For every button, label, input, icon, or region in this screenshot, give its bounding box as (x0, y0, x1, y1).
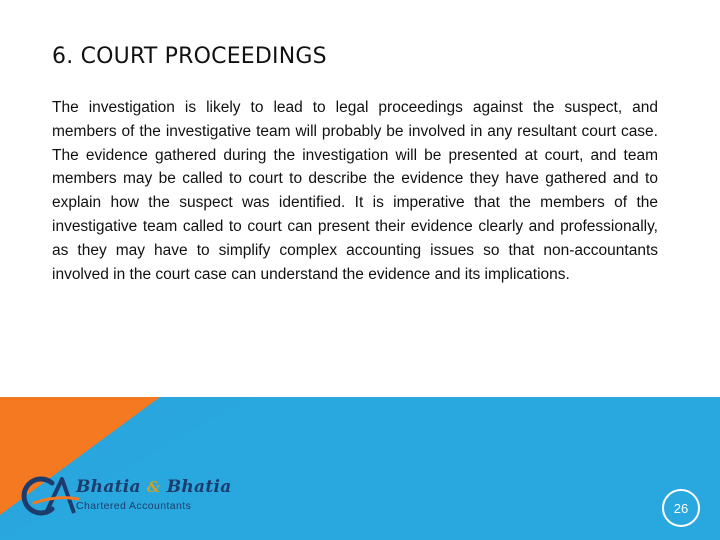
brand-name-left: Bhatia (76, 477, 141, 497)
brand-name-right: Bhatia (166, 477, 232, 497)
slide-title: 6. COURT PROCEEDINGS (52, 44, 327, 69)
brand-ampersand: & (146, 478, 161, 496)
page-number: 26 (673, 500, 689, 516)
logo-tagline: Chartered Accountants (76, 500, 192, 512)
page-number-badge (662, 489, 700, 527)
slide-body-text: The investigation is likely to lead to legal proceedings against the suspect, and members of the investigative team will probably be involved in any resultant court case. The evidence gathered during the investigation will be presented at court, and team members may be called to court to describe the evidence they have gathered and to explain how the suspect was identified. It is imperative that the members of the investigative team called to court can present their evidence clearly and professionally, as they may have to simplify complex accounting issues so that non-accountants involved in the court case can understand the evidence and its implications. (52, 99, 658, 283)
logo-brand-name (76, 477, 232, 497)
